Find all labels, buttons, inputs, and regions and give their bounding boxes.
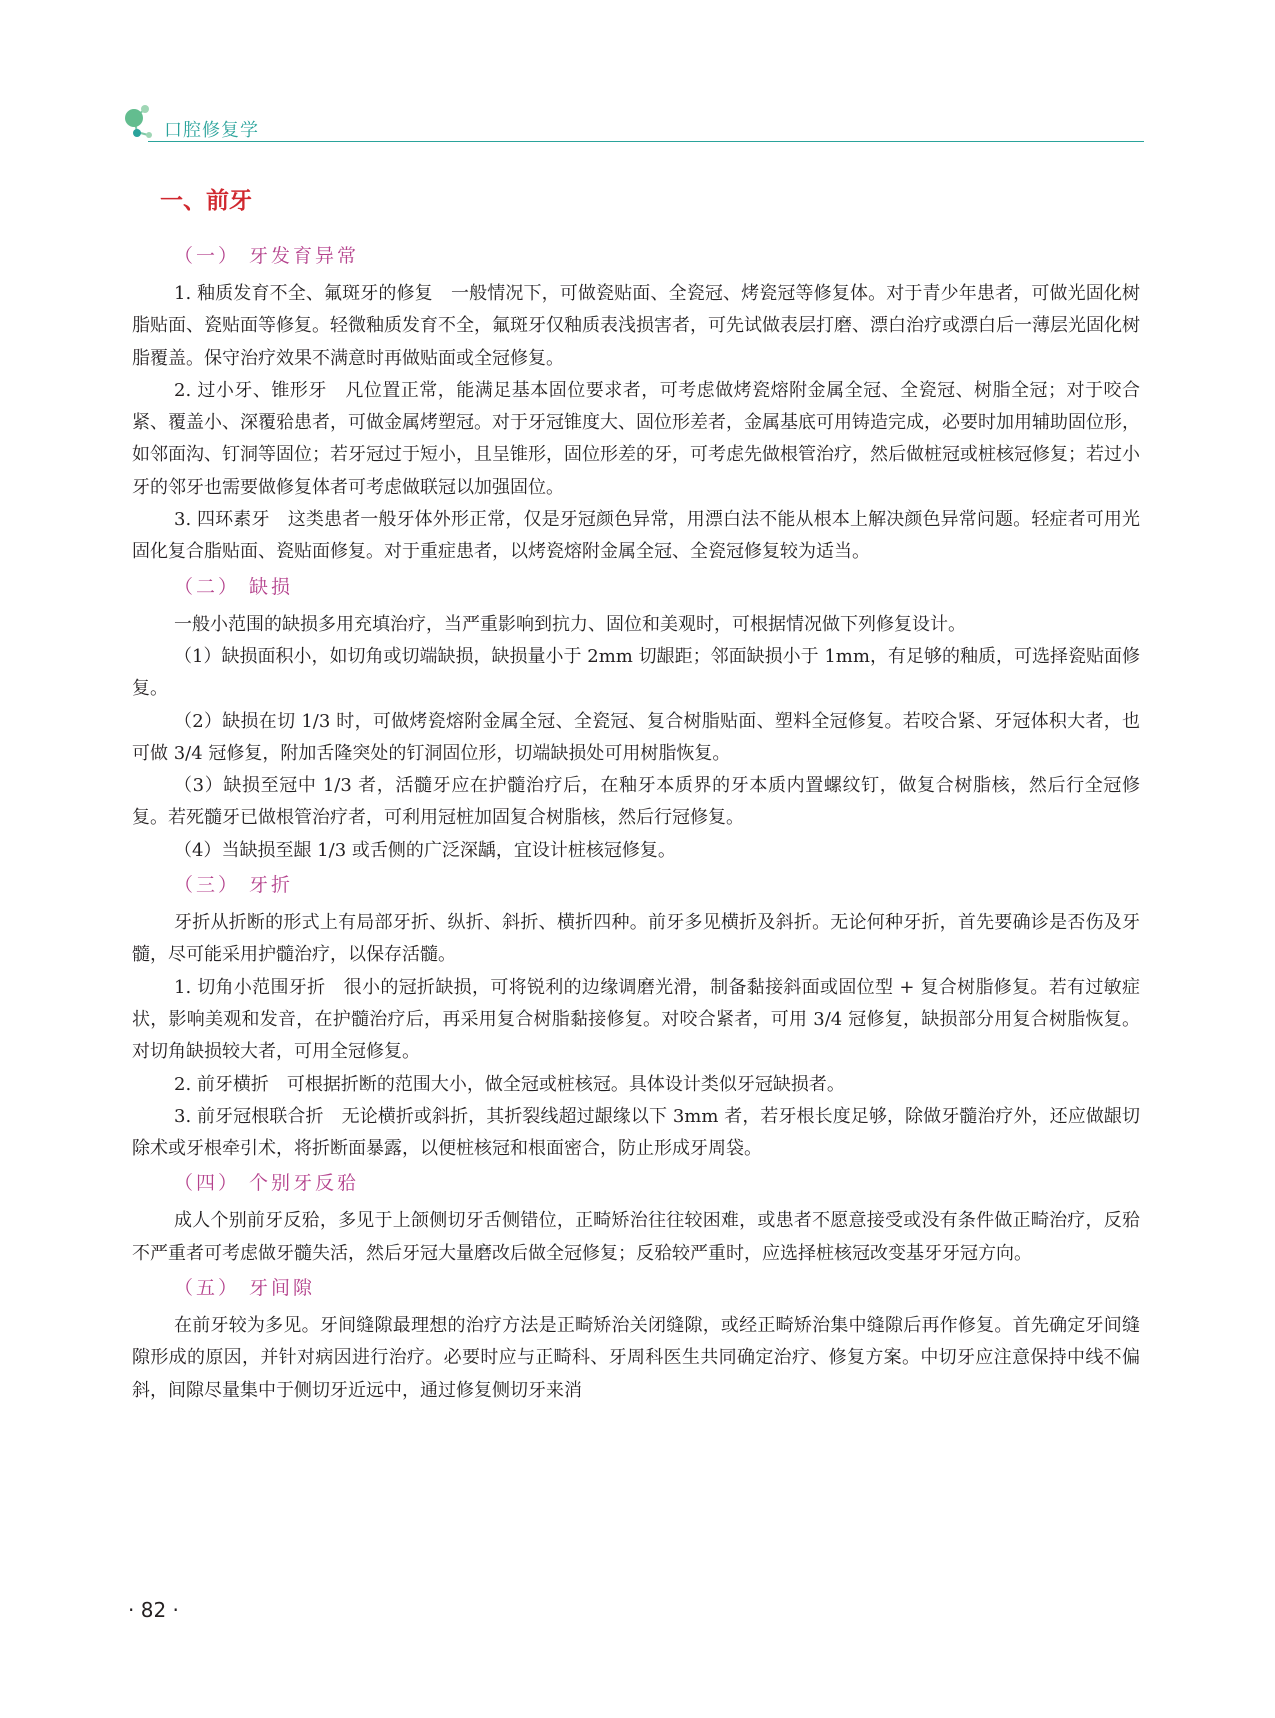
subsection-title: （二） 缺损 — [174, 575, 294, 598]
paragraph: 在前牙较为多见。牙间缝隙最理想的治疗方法是正畸矫治关闭缝隙，或经正畸矫治集中缝隙后再作修复。首先确定牙间缝隙形成的原因，并针对病因进行治疗。必要时应与正畸科、牙周科医生共同确定治疗、修复方案。中切牙应注意保持中线不偏斜，间隙尽量集中于侧切牙近远中，通过修复侧切牙来消 — [132, 1315, 1140, 1401]
book-title: 口腔修复学 — [164, 120, 259, 141]
molecule-logo-icon — [124, 102, 164, 144]
subsection-title: （三） 牙折 — [174, 874, 294, 897]
page-body — [132, 186, 1140, 1407]
running-header — [124, 100, 1144, 146]
paragraph: 牙折从折断的形式上有局部牙折、纵折、斜折、横折四种。前牙多见横折及斜折。无论何种牙折，首先要确诊是否伤及牙髓，尽可能采用护髓治疗，以保存活髓。 — [132, 912, 1140, 966]
paragraph: 1. 釉质发育不全、氟斑牙的修复 一般情况下，可做瓷贴面、全瓷冠、烤瓷冠等修复体。对于青少年患者，可做光固化树脂贴面、瓷贴面等修复。轻微釉质发育不全，氟斑牙仅釉质表浅损害者，可先试做表层打磨、漂白治疗或漂白后一薄层光固化树脂覆盖。保守治疗效果不满意时再做贴面或全冠修复。 — [132, 283, 1140, 369]
paragraph: 成人个别前牙反𬌗，多见于上颌侧切牙舌侧错位，正畸矫治往往较困难，或患者不愿意接受或没有条件做正畸治疗，反𬌗不严重者可考虑做牙髓失活，然后牙冠大量磨改后做全冠修复；反𬌗较严重时，应选择桩核冠改变基牙牙冠方向。 — [132, 1210, 1140, 1264]
paragraph: 2. 过小牙、锥形牙 凡位置正常，能满足基本固位要求者，可考虑做烤瓷熔附金属全冠、全瓷冠、树脂全冠；对于咬合紧、覆盖小、深覆𬌗患者，可做金属烤塑冠。对于牙冠锥度大、固位形差者，金属基底可用铸造完成，必要时加用辅助固位形，如邻面沟、钉洞等固位；若牙冠过于短小，且呈锥形，固位形差的牙，可考虑先做根管治疗，然后做桩冠或桩核冠修复；若过小牙的邻牙也需要做修复体者可考虑做联冠以加强固位。 — [132, 379, 1140, 498]
paragraph: （1）缺损面积小，如切角或切端缺损，缺损量小于 2mm 切龈距；邻面缺损小于 1mm，有足够的釉质，可选择瓷贴面修复。 — [132, 645, 1140, 700]
paragraph: 3. 四环素牙 这类患者一般牙体外形正常，仅是牙冠颜色异常，用漂白法不能从根本上解决颜色异常问题。轻症者可用光固化复合脂贴面、瓷贴面修复。对于重症患者，以烤瓷熔附金属全冠、全瓷冠修复较为适当。 — [132, 509, 1140, 563]
paragraph: 3. 前牙冠根联合折 无论横折或斜折，其折裂线超过龈缘以下 3mm 者，若牙根长度足够，除做牙髓治疗外，还应做龈切除术或牙根牵引术，将折断面暴露，以便桩核冠和根面密合，防止形成牙周袋。 — [132, 1105, 1140, 1160]
header-rule — [148, 141, 1144, 142]
paragraph: （4）当缺损至龈 1/3 或舌侧的广泛深龋，宜设计桩核冠修复。 — [174, 839, 676, 861]
subsection-title: （一） 牙发育异常 — [174, 245, 360, 267]
paragraph: （3）缺损至冠中 1/3 者，活髓牙应在护髓治疗后，在釉牙本质界的牙本质内置螺纹钉，做复合树脂核，然后行全冠修复。若死髓牙已做根管治疗者，可利用冠桩加固复合树脂核，然后行冠修复。 — [132, 775, 1140, 829]
subsection-title: （四） 个别牙反𬌗 — [174, 1172, 360, 1195]
paragraph: 2. 前牙横折 可根据折断的范围大小，做全冠或桩核冠。具体设计类似牙冠缺损者。 — [174, 1073, 845, 1095]
paragraph: 一般小范围的缺损多用充填治疗，当严重影响到抗力、固位和美观时，可根据情况做下列修复设计。 — [174, 613, 966, 635]
paragraph: （2）缺损在切 1/3 时，可做烤瓷熔附金属全冠、全瓷冠、复合树脂贴面、塑料全冠修复。若咬合紧、牙冠体积大者，也可做 3/4 冠修复，附加舌隆突处的钉洞固位形，切端缺损处可用树脂恢复。 — [132, 710, 1140, 764]
paragraph: 1. 切角小范围牙折 很小的冠折缺损，可将锐利的边缘调磨光滑，制备黏接斜面或固位型 + 复合树脂修复。若有过敏症状，影响美观和发音，在护髓治疗后，再采用复合树脂黏接修复。对咬合紧者，可用 3/4 冠修复，缺损部分用复合树脂恢复。对切角缺损较大者，可用全冠修复。 — [132, 976, 1140, 1063]
section-title: 一、前牙 — [160, 188, 252, 214]
page-number: · 82 · — [128, 1598, 179, 1622]
subsection-title: （五） 牙间隙 — [174, 1277, 316, 1300]
